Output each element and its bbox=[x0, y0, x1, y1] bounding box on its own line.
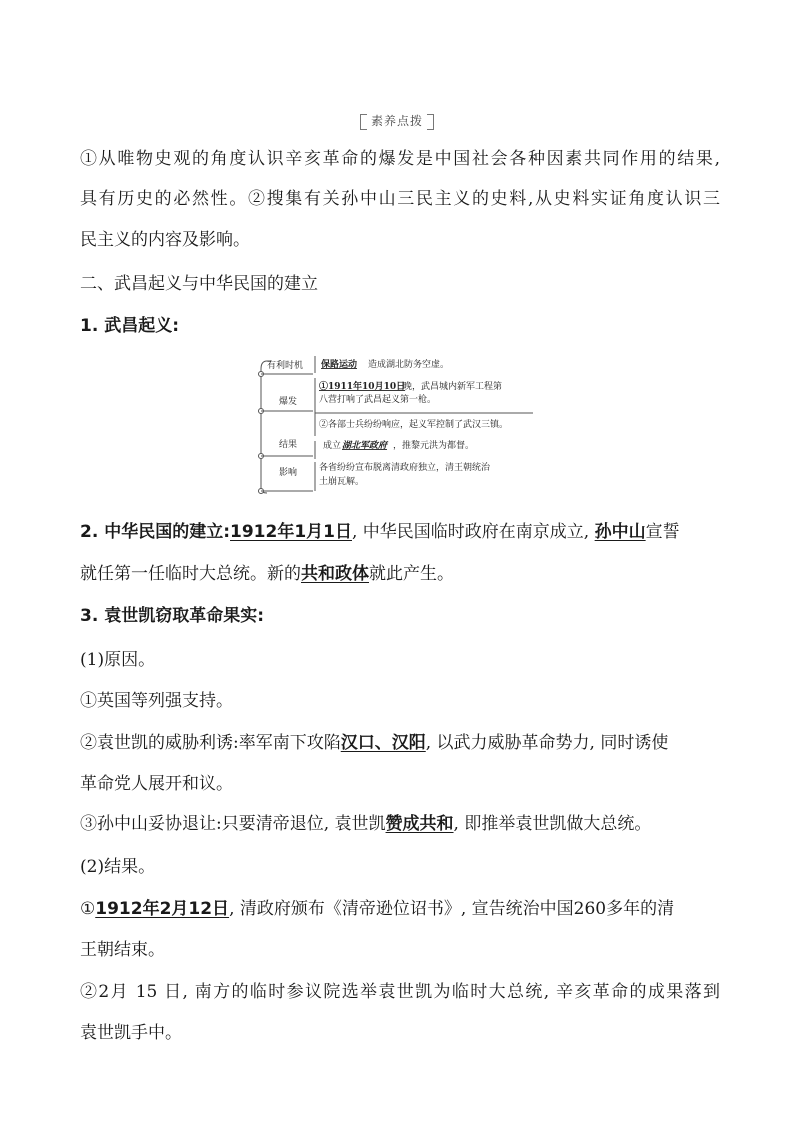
cause-1: ①英国等列强支持。 bbox=[80, 691, 233, 711]
influence-line-2: 土崩瓦解。 bbox=[319, 477, 365, 487]
node-text-1: 造成湖北防务空虚。 bbox=[368, 360, 450, 370]
cause-2-line-2: 革命党人展开和议。 bbox=[80, 774, 233, 794]
tip-line-1: ①从唯物史观的角度认识辛亥革命的爆发是中国社会各种因素共同作用的结果, bbox=[80, 149, 720, 169]
node-label-influence: 影响 bbox=[279, 468, 298, 478]
influence-line-1: 各省纷纷宣布脱离清政府独立，清王朝统治 bbox=[319, 463, 491, 473]
result-2-line-1: ②2月 15 日, 南方的临时参议院选举袁世凯为临时大总统, 辛亥革命的成果落到 bbox=[80, 982, 720, 1002]
republican-polity: 共和政体 bbox=[301, 564, 369, 584]
outbreak-date: ①1911年10月10日 bbox=[319, 382, 406, 392]
wuchang-uprising-mindmap bbox=[253, 351, 543, 501]
node-label-favorable-time: 有利时机 bbox=[267, 361, 304, 371]
tip-line-2: 具有历史的必然性。②搜集有关孙中山三民主义的史料,从史料实证角度认识三 bbox=[80, 189, 720, 209]
outbreak-text-a2: 八营打响了武昌起义第一枪。 bbox=[319, 395, 437, 405]
cause-2-line-1: ②袁世凯的威胁利诱:率军南下攻陷汉口、汉阳, 以武力威胁革命势力, 同时诱使 bbox=[80, 733, 669, 753]
hankou-hanyang: 汉口、汉阳 bbox=[340, 733, 426, 753]
result-2-line-2: 袁世凯手中。 bbox=[80, 1023, 182, 1043]
result-pre: 成立 bbox=[323, 441, 342, 451]
node-label-result: 结果 bbox=[279, 440, 298, 450]
abdication-date: 1912年2月12日 bbox=[95, 899, 230, 919]
results-heading: (2)结果。 bbox=[80, 857, 156, 877]
outbreak-text-a: 晚，武昌城内新军工程第 bbox=[403, 382, 503, 392]
section-heading: 二、武昌起义与中华民国的建立 bbox=[80, 274, 318, 294]
outbreak-text-b: ②各部士兵纷纷响应，起义军控制了武汉三镇。 bbox=[319, 420, 509, 430]
subheading-yuan-shikai: 3. 袁世凯窃取革命果实: bbox=[80, 606, 265, 626]
tip-line-3: 民主义的内容及影响。 bbox=[80, 230, 250, 250]
cause-3: ③孙中山妥协退让:只要清帝退位, 袁世凯赞成共和, 即推举袁世凯做大总统。 bbox=[80, 814, 652, 834]
subheading-wuchang-uprising: 1. 武昌起义: bbox=[80, 316, 180, 336]
result-1-line-2: 王朝结束。 bbox=[80, 940, 165, 960]
result-post: ，推黎元洪为都督。 bbox=[393, 441, 475, 451]
roc-establishment-line-1: 2. 中华民国的建立:1912年1月1日, 中华民国临时政府在南京成立, 孙中山宣誓 bbox=[80, 522, 680, 542]
mindmap-trunk bbox=[261, 369, 267, 493]
result-1-line-1: ①1912年2月12日, 清政府颁布《清帝逊位诏书》, 宣告统治中国260多年的清 bbox=[80, 899, 675, 919]
roc-date: 1912年1月1日 bbox=[230, 522, 352, 542]
node-label-outbreak: 爆发 bbox=[279, 397, 298, 407]
literacy-tip-badge: 素养点拨 bbox=[360, 111, 434, 131]
railway-protection-movement: 保路运动 bbox=[321, 360, 358, 370]
support-republic: 赞成共和 bbox=[385, 814, 454, 834]
sun-yat-sen: 孙中山 bbox=[594, 522, 646, 542]
roc-establishment-line-2: 就任第一任临时大总统。新的共和政体就此产生。 bbox=[80, 564, 454, 584]
causes-heading: (1)原因。 bbox=[80, 650, 156, 670]
hubei-military-government: 湖北军政府 bbox=[342, 441, 388, 451]
subheading-roc-establishment: 2. 中华民国的建立: bbox=[80, 522, 231, 542]
